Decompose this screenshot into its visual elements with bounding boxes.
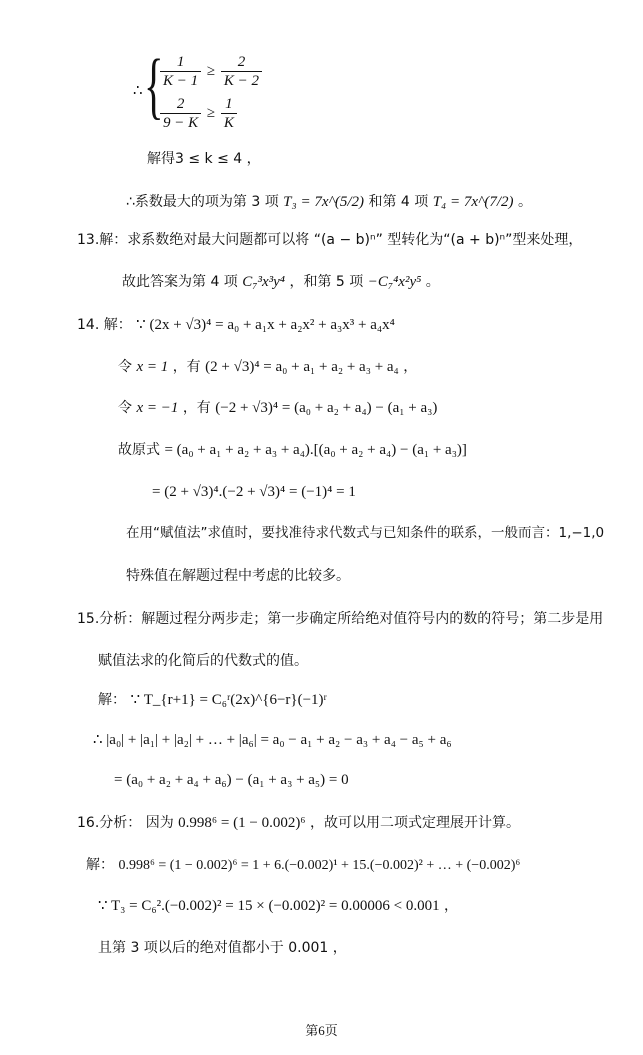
fraction: $\frac{1}{K}$ — [221, 95, 237, 132]
solution-13-statement: 13.解：求系数绝对最大问题都可以将 “(a − b)ⁿ” 型转化为“(a + b)ⁿ”型来处理， — [77, 232, 583, 248]
therefore-symbol: ∴ — [133, 83, 143, 99]
solution-14-note-1: 在用“赋值法”求值时，要找准待求代数式与已知条件的联系，一般而言：1,−1,0 — [126, 525, 605, 541]
solve-result: 解得3 ≤ k ≤ 4 ， — [147, 151, 261, 167]
fraction: $\frac{2}{K - 2}$ — [221, 53, 262, 90]
max-coefficient-conclusion: ∴系数最大的项为第 3 项 T₃ = 7x^(5/2) 和第 4 项 T₄ = 7x^(7/2) 。 — [126, 194, 532, 210]
left-brace: { — [144, 45, 164, 127]
solution-16-line-3: 且第 3 项以后的绝对值都小于 0.001 ， — [98, 940, 347, 956]
solution-16-analysis: 16.分析： 因为 0.998⁶ = (1 − 0.002)⁶ ，故可以用二项式定理展开计算。 — [77, 815, 520, 831]
solution-14-line-3: 令 x = −1 ，有 (−2 + √3)⁴ = (a₀ + a₂ + a₄) − (a₁ + a₃) — [118, 400, 438, 416]
solution-14-line-5: = (2 + √3)⁴.(−2 + √3)⁴ = (−1)⁴ = 1 — [152, 484, 356, 500]
solution-13-answer: 故此答案为第 4 项 C₇³x³y⁴ ，和第 5 项 −C₇⁴x²y⁵ 。 — [122, 274, 440, 290]
solution-14-note-2: 特殊值在解题过程中考虑的比较多。 — [126, 568, 350, 584]
fraction: $\frac{2}{9 - K}$ — [160, 95, 201, 132]
solution-16-line-1: 解： 0.998⁶ = (1 − 0.002)⁶ = 1 + 6.(−0.002)¹ + 15.(−0.002)² + … + (−0.002)⁶ — [86, 857, 521, 873]
fraction: $\frac{1}{K - 1}$ — [160, 53, 201, 90]
solution-14-line-1: 14. 解： ∵ (2x + √3)⁴ = a₀ + a₁x + a₂x² + a₃x³ + a₄x⁴ — [77, 317, 395, 333]
solution-15-analysis-2: 赋值法求的化简后的代数式的值。 — [98, 653, 308, 669]
inequality-2: $\frac{2}{9 - K}$ ≥ $\frac{1}{K}$ — [158, 94, 239, 132]
solution-15-line-1: 解： ∵ T_{r+1} = C₆ʳ(2x)^{6−r}(−1)ʳ — [98, 692, 327, 708]
page-number: 第6页 — [305, 1023, 338, 1038]
solution-14-line-2: 令 x = 1 ，有 (2 + √3)⁴ = a₀ + a₁ + a₂ + a₃ + a₄ ， — [118, 359, 418, 375]
solution-16-line-2: ∵ T₃ = C₆².(−0.002)² = 15 × (−0.002)² = 0.00006 < 0.001 ， — [98, 898, 459, 914]
solution-15-line-3: = (a₀ + a₂ + a₄ + a₆) − (a₁ + a₃ + a₅) = 0 — [114, 772, 349, 788]
solution-15-analysis-1: 15.分析：解题过程分两步走；第一步确定所给绝对值符号内的数的符号；第二步是用 — [77, 611, 604, 627]
inequality-1: $\frac{1}{K - 1}$ ≥ $\frac{2}{K - 2}$ — [158, 52, 264, 90]
solution-15-line-2: ∴ |a₀| + |a₁| + |a₂| + … + |a₆| = a₀ − a₁ + a₂ − a₃ + a₄ − a₅ + a₆ — [93, 732, 452, 748]
solution-14-line-4: 故原式 = (a₀ + a₁ + a₂ + a₃ + a₄).[(a₀ + a₂ + a₄) − (a₁ + a₃)] — [118, 442, 467, 458]
